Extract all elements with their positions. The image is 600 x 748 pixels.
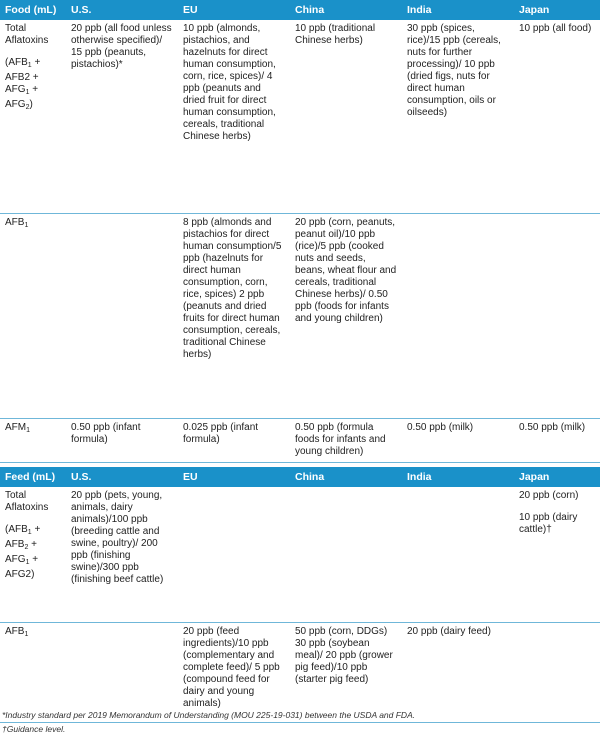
food-cell-eu: 0.025 ppb (infant formula) [178,418,290,462]
food-row-label: $AFB_1$ [0,213,66,418]
food-cell-china: 20 ppb (corn, peanuts, peanut oil)/10 ppb (rice)/5 ppb (cooked nuts and seeds, beans, wheat flour and cereals, traditional Chinese herbs)/ 0.50 ppb (foods for infants and young children) [290,213,402,418]
food-cell-eu: 10 ppb (almonds, pistachios, and hazelnuts for direct human consumption, corn, rice, spices)/ 4 ppb (peanuts and dried fruit for direct human consumption, cereals, traditional Chinese herbs) [178,20,290,213]
feed-cell-china: 50 ppb (corn, DDGs) 30 ppb (soybean meal)/ 20 ppb (grower pig feed)/10 ppb (starter pig feed) [290,623,402,723]
food-cell-china: 10 ppb (traditional Chinese herbs) [290,20,402,213]
food-row-afb1 [0,213,600,418]
feed-row-label: Total Aflatoxins ($AFB_1$ + $AFB_2$ + $AFG_1$ + AFG2) [0,487,66,623]
feed-header-feed: Feed (mL) [0,467,66,487]
feed-header-china: China [290,467,402,487]
food-header-china: China [290,0,402,20]
feed-row-label: $AFB_1$ [0,623,66,723]
feed-table [0,467,600,724]
food-row-afm1 [0,418,600,462]
food-cell-us: 20 ppb (all food unless otherwise specified)/ 15 ppb (peanuts, pistachios)* [66,20,178,213]
food-header-japan: Japan [514,0,600,20]
footnote-industry-standard: *Industry standard per 2019 Memorandum of Understanding (MOU 225-19-031) between the USDA and FDA. [2,710,416,720]
food-cell-japan [514,213,600,418]
feed-cell-china [290,487,402,623]
footnotes [0,708,600,736]
food-row-label: $AFM_1$ [0,418,66,462]
feed-header-row [0,467,600,487]
feed-cell-japan [514,487,600,623]
feed-japan-corn: 20 ppb (corn) [519,489,579,501]
food-cell-india [402,213,514,418]
food-cell-japan: 0.50 ppb (milk) [514,418,600,462]
feed-header-eu: EU [178,467,290,487]
food-row-total-aflatoxins [0,20,600,213]
food-cell-us [66,213,178,418]
feed-header-japan: Japan [514,467,600,487]
feed-cell-eu [178,487,290,623]
food-header-eu: EU [178,0,290,20]
feed-header-india: India [402,467,514,487]
feed-row-total-aflatoxins [0,487,600,623]
food-header-us: U.S. [66,0,178,20]
food-cell-eu: 8 ppb (almonds and pistachios for direct human consumption/5 ppb (hazelnuts for direct human consumption, corn, rice, spices) 2 ppb (peanuts and dried fruits for direct human consumption, cereals, traditional Chinese herbs) [178,213,290,418]
feed-japan-dairy: 10 ppb (dairy cattle)† [519,511,578,535]
food-cell-india: 30 ppb (spices, rice)/15 ppb (cereals, nuts for further processing)/ 10 ppb (dried figs, nuts for direct human consumption, oils or oilseeds) [402,20,514,213]
food-cell-japan: 10 ppb (all food) [514,20,600,213]
food-cell-us: 0.50 ppb (infant formula) [66,418,178,462]
feed-cell-india: 20 ppb (dairy feed) [402,623,514,723]
feed-cell-eu: 20 ppb (feed ingredients)/10 ppb (complementary and complete feed)/ 5 ppb (compound feed for dairy and young animals) [178,623,290,723]
food-cell-india: 0.50 ppb (milk) [402,418,514,462]
food-header-india: India [402,0,514,20]
footnote-guidance-level: †Guidance level. [2,724,66,734]
food-row-label: Total Aflatoxins ($AFB_1$ + AFB2 + $AFG_1$ + $AFG_2$) [0,20,66,213]
feed-cell-india [402,487,514,623]
food-header-row [0,0,600,20]
feed-cell-us: 20 ppb (pets, young, animals, dairy animals)/100 ppb (breeding cattle and swine, poultry)/ 200 ppb (finishing swine)/300 ppb (finishing beef cattle) [66,487,178,623]
feed-header-us: U.S. [66,467,178,487]
food-cell-china: 0.50 ppb (formula foods for infants and young children) [290,418,402,462]
food-header-food: Food (mL) [0,0,66,20]
